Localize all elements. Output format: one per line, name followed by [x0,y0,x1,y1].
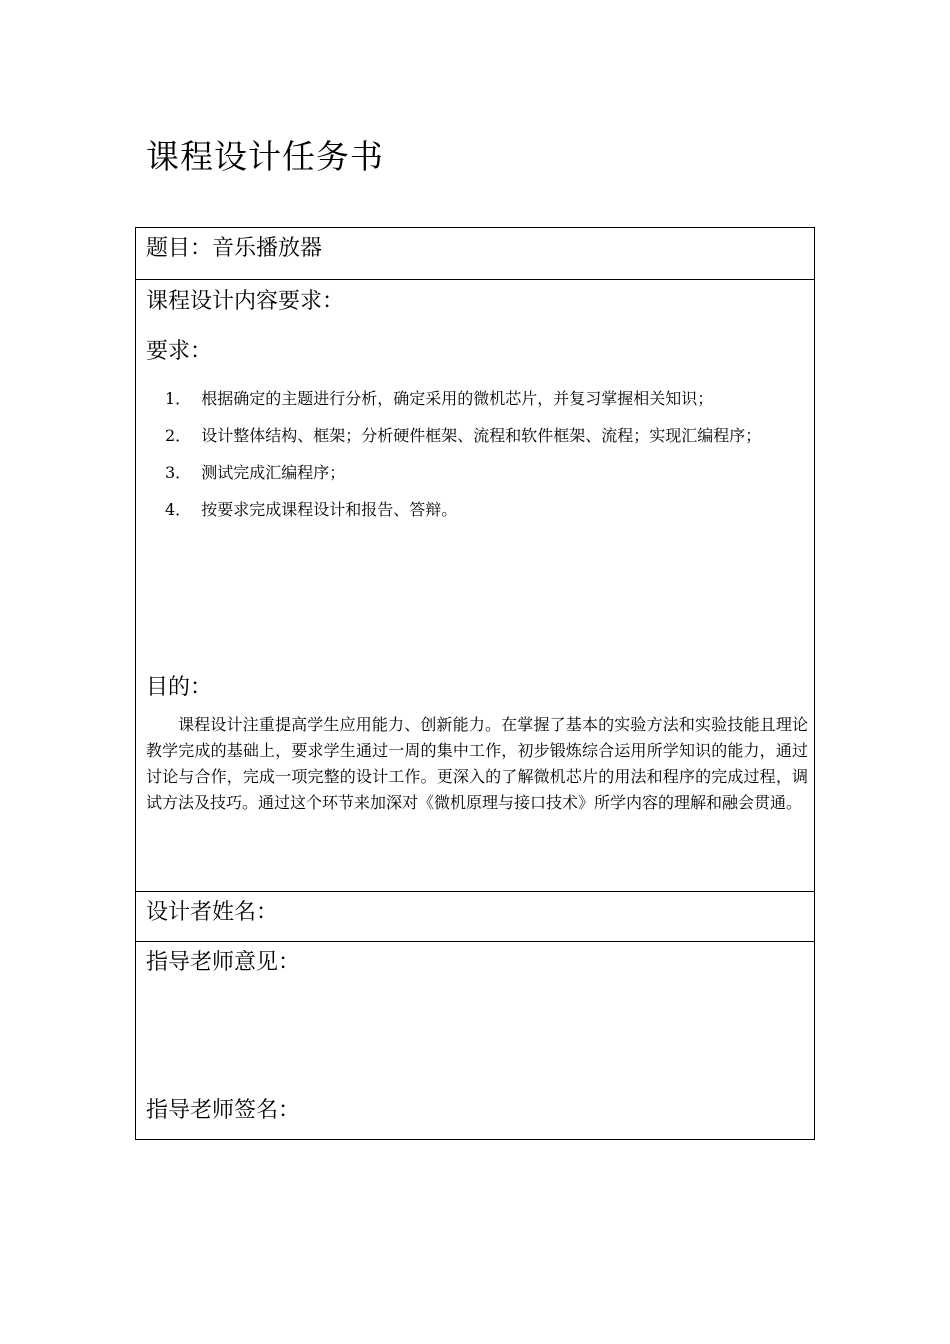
topic-row [136,228,814,279]
advisor-opinion-label: 指导老师意见： [146,950,301,975]
document-title: 课程设计任务书 [146,137,384,176]
requirements-label: 要求： [146,339,213,364]
designer-name-row [136,891,814,941]
requirement-text: 根据确定的主题进行分析，确定采用的微机芯片，并复习掌握相关知识； [201,389,714,408]
requirement-number: 1． [165,389,192,408]
requirement-number: 4． [165,500,192,519]
requirement-number: 2． [165,426,192,445]
advisor-row [136,941,814,1139]
requirement-number: 3． [165,463,192,482]
designer-name-label: 设计者姓名： [146,900,279,925]
task-form-table [135,227,815,1140]
requirement-item [165,454,815,491]
purpose-label: 目的： [146,675,213,700]
requirements-list [165,380,815,528]
requirement-item [165,491,815,528]
requirement-text: 按要求完成课程设计和报告、答辩。 [201,500,458,519]
requirement-text: 设计整体结构、框架；分析硬件框架、流程和软件框架、流程；实现汇编程序； [201,426,762,445]
content-requirements-label: 课程设计内容要求： [146,289,345,314]
requirement-item [165,417,815,454]
advisor-signature-label: 指导老师签名： [146,1098,301,1123]
content-requirements-row [136,279,814,891]
requirement-text: 测试完成汇编程序； [201,463,346,482]
requirement-item [165,380,815,417]
purpose-paragraph: 课程设计注重提高学生应用能力、创新能力。在掌握了基本的实验方法和实验技能且理论教学完成的基础上，要求学生通过一周的集中工作，初步锻炼综合运用所学知识的能力，通过讨论与合作，完成一项完整的设计工作。更深入的了解微机芯片的用法和程序的完成过程，调试方法及技巧。通过这个环节来加深对《微机原理与接口技术》所学内容的理解和融会贯通。 [146,715,808,812]
topic-label: 题目：音乐播放器 [146,236,323,261]
